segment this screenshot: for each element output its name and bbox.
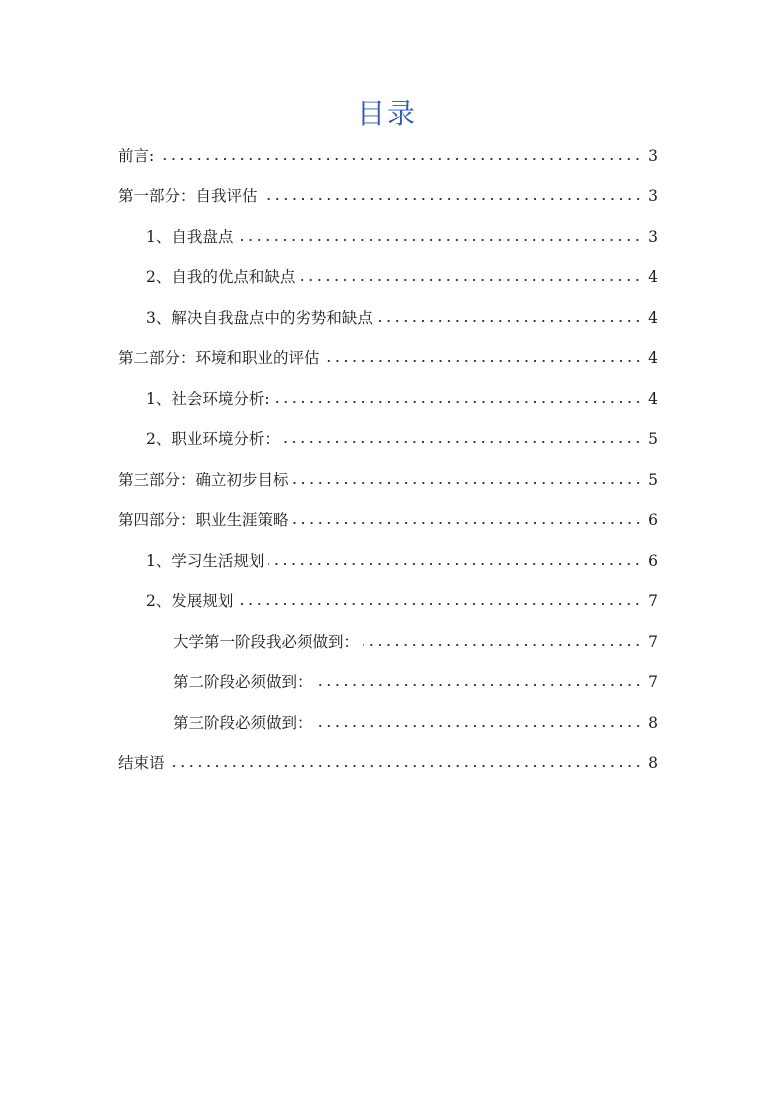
dot-leader: [363, 638, 642, 652]
toc-entry-4-1[interactable]: [146, 548, 658, 574]
dot-leader: [268, 557, 642, 571]
toc-entry-1-2[interactable]: [146, 264, 658, 290]
toc-entry-part-4[interactable]: [118, 507, 658, 533]
toc-entry-text: 第二部分：环境和职业的评估: [118, 349, 320, 367]
toc-page-number: 7: [648, 633, 658, 651]
toc-page-number: 7: [648, 673, 658, 691]
toc-page-number: 3: [648, 147, 658, 165]
toc-page-number: 5: [648, 471, 658, 489]
toc-page-number: 3: [648, 187, 658, 205]
toc-entry-text: 3、解决自我盘点中的劣势和缺点: [146, 309, 373, 327]
toc-entry-part-3[interactable]: [118, 467, 658, 493]
toc-page-number: 4: [648, 309, 658, 327]
dot-leader: [284, 435, 642, 449]
toc-entry-4-2-1[interactable]: [173, 629, 658, 655]
toc-entry-4-2[interactable]: [146, 588, 658, 614]
dot-leader: [262, 192, 642, 206]
toc-entry-text: 1、社会环境分析:: [146, 390, 270, 408]
toc-page-number: 7: [648, 592, 658, 610]
toc-entry-4-2-3[interactable]: [173, 710, 658, 736]
toc-entry-text: 第一部分：自我评估: [118, 187, 258, 205]
dot-leader: [317, 719, 642, 733]
dot-leader: [299, 273, 642, 287]
toc-page-number: 5: [648, 430, 658, 448]
toc-entry-text: 第三阶段必须做到：: [173, 714, 313, 732]
dot-leader: [274, 395, 642, 409]
toc-entry-text: 大学第一阶段我必须做到：: [173, 633, 360, 651]
toc-entry-text: 1、学习生活规划: [146, 552, 265, 570]
toc-entry-text: 前言:: [118, 147, 155, 165]
toc-entry-2-1[interactable]: [146, 386, 658, 412]
toc-page-number: 8: [648, 714, 658, 732]
toc-page-number: 8: [648, 754, 658, 772]
dot-leader: [377, 314, 642, 328]
toc-page-number: 4: [648, 390, 658, 408]
toc-entry-text: 2、自我的优点和缺点: [146, 268, 296, 286]
toc-entry-1-1[interactable]: [146, 224, 658, 250]
dot-leader: [158, 152, 642, 166]
toc-entry-1-3[interactable]: [146, 305, 658, 331]
dot-leader: [237, 233, 642, 247]
dot-leader: [324, 354, 642, 368]
toc-entry-conclusion[interactable]: [118, 750, 658, 776]
toc-page-number: 6: [648, 511, 658, 529]
toc-entry-text: 第三部分：确立初步目标: [118, 471, 289, 489]
toc-title: 目录: [356, 97, 417, 130]
toc-entry-text: 1、自我盘点: [146, 228, 234, 246]
dot-leader: [293, 476, 642, 490]
toc-page-number: 3: [648, 228, 658, 246]
toc-page-number: 4: [648, 349, 658, 367]
toc-entry-text: 第四部分：职业生涯策略: [118, 511, 289, 529]
toc-entry-part-2[interactable]: [118, 345, 658, 371]
toc-entry-preface[interactable]: [118, 143, 658, 169]
toc-entry-part-1[interactable]: [118, 183, 658, 209]
dot-leader: [169, 759, 642, 773]
toc-entry-4-2-2[interactable]: [173, 669, 658, 695]
dot-leader: [293, 516, 642, 530]
toc-entry-text: 第二阶段必须做到：: [173, 673, 313, 691]
toc-entry-text: 结束语: [118, 754, 165, 772]
dot-leader: [237, 597, 642, 611]
toc-entry-text: 2、职业环境分析：: [146, 430, 280, 448]
toc-entry-2-2[interactable]: [146, 426, 658, 452]
toc-entry-text: 2、发展规划: [146, 592, 234, 610]
dot-leader: [317, 678, 642, 692]
toc-page-number: 6: [648, 552, 658, 570]
toc-page-number: 4: [648, 268, 658, 286]
